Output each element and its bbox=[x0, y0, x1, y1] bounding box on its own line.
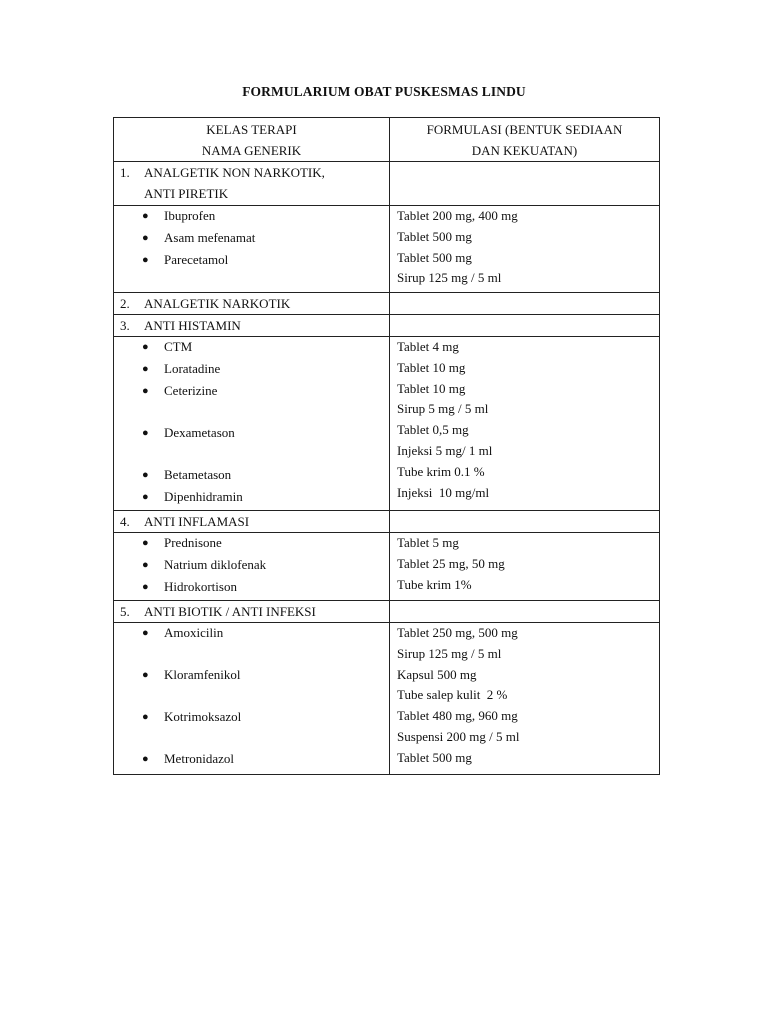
bullet-icon: ● bbox=[142, 537, 149, 549]
class-cell bbox=[114, 601, 390, 623]
drug-name: Prednisone bbox=[164, 535, 222, 550]
drug-name: Metronidazol bbox=[164, 751, 235, 766]
drug-item bbox=[114, 465, 389, 485]
drug-group-row bbox=[114, 533, 660, 601]
drug-item bbox=[114, 555, 389, 575]
formulation-item: Tablet 0,5 mg bbox=[397, 422, 469, 438]
drug-list bbox=[114, 206, 389, 292]
class-number: 1. bbox=[120, 165, 130, 180]
bullet-icon: ● bbox=[142, 491, 149, 503]
bullet-icon: ● bbox=[142, 232, 149, 244]
drug-list-cell bbox=[114, 533, 390, 601]
drug-name: Ibuprofen bbox=[164, 208, 216, 223]
drug-group-row bbox=[114, 337, 660, 511]
class-number: 2. bbox=[120, 296, 130, 311]
header-nama-generik: NAMA GENERIK bbox=[201, 143, 302, 158]
bullet-icon: ● bbox=[142, 363, 149, 375]
class-cell bbox=[114, 511, 390, 533]
bullet-icon: ● bbox=[142, 669, 149, 681]
formulary-table bbox=[113, 117, 660, 775]
drug-name: Kloramfenikol bbox=[164, 667, 241, 682]
formulation-item: Tablet 4 mg bbox=[397, 339, 459, 354]
formulation-item: Tablet 10 mg bbox=[397, 380, 466, 396]
drug-name: Parecetamol bbox=[164, 252, 229, 267]
class-cell bbox=[114, 315, 390, 337]
drug-name: Hidrokortison bbox=[164, 579, 237, 594]
class-row bbox=[114, 601, 660, 623]
empty-cell bbox=[390, 511, 660, 533]
formulation-item: Tablet 480 mg, 960 mg bbox=[397, 708, 518, 724]
formulation-item: Injeksi 10 mg/ml bbox=[397, 484, 490, 500]
class-number: 4. bbox=[120, 514, 130, 529]
bullet-icon: ● bbox=[142, 753, 149, 765]
class-number: 5. bbox=[120, 604, 130, 619]
formulation-list bbox=[390, 533, 660, 601]
drug-name: Betametason bbox=[164, 467, 232, 482]
empty-cell bbox=[390, 293, 660, 315]
drug-item bbox=[114, 359, 389, 379]
drug-name: Loratadine bbox=[164, 361, 221, 376]
formulation-item: Tablet 250 mg, 500 mg bbox=[397, 625, 518, 640]
drug-name: Ceterizine bbox=[164, 383, 218, 398]
formulation-item: Sirup 5 mg / 5 ml bbox=[397, 401, 489, 417]
class-name: ANTI BIOTIK / ANTI INFEKSI bbox=[144, 604, 316, 619]
bullet-icon: ● bbox=[142, 210, 149, 222]
drug-list-cell bbox=[114, 206, 390, 293]
formulation-item: Tube krim 0.1 % bbox=[397, 463, 485, 479]
formulation-item: Tablet 25 mg, 50 mg bbox=[397, 555, 505, 571]
header-cell-class bbox=[114, 118, 390, 162]
formulation-item: Tablet 500 mg bbox=[397, 228, 472, 244]
formulation-item: Tube salep kulit 2 % bbox=[397, 687, 508, 703]
bullet-icon: ● bbox=[142, 254, 149, 266]
bullet-icon: ● bbox=[142, 711, 149, 723]
header-formulasi-2: DAN KEKUATAN) bbox=[471, 143, 578, 158]
drug-list bbox=[114, 533, 389, 600]
bullet-icon: ● bbox=[142, 559, 149, 571]
bullet-icon: ● bbox=[142, 385, 149, 397]
header-cell-formulation bbox=[390, 118, 660, 162]
bullet-icon: ● bbox=[142, 427, 149, 439]
drug-item bbox=[114, 487, 389, 507]
bullet-icon: ● bbox=[142, 341, 149, 353]
drug-item bbox=[114, 250, 389, 270]
drug-name: CTM bbox=[164, 339, 193, 354]
drug-item bbox=[114, 749, 389, 769]
drug-name: Natrium diklofenak bbox=[164, 557, 267, 572]
formulation-item: Tablet 10 mg bbox=[397, 359, 466, 375]
formulation-item: Tablet 200 mg, 400 mg bbox=[397, 208, 518, 223]
drug-name: Kotrimoksazol bbox=[164, 709, 242, 724]
drug-list-cell bbox=[114, 623, 390, 775]
drug-list bbox=[114, 623, 389, 774]
empty-cell bbox=[390, 315, 660, 337]
drug-name: Dexametason bbox=[164, 425, 235, 440]
formulation-item: Sirup 125 mg / 5 ml bbox=[397, 645, 502, 661]
drug-item bbox=[114, 577, 389, 597]
class-name: ANTI INFLAMASI bbox=[144, 514, 250, 529]
drug-item bbox=[114, 423, 389, 443]
class-cell bbox=[114, 162, 390, 206]
formulation-item: Injeksi 5 mg/ 1 ml bbox=[397, 442, 493, 458]
formulation-item: Tablet 5 mg bbox=[397, 535, 459, 550]
drug-item bbox=[114, 228, 389, 248]
class-row bbox=[114, 162, 660, 206]
formulation-item: Tablet 500 mg bbox=[397, 249, 472, 265]
formulation-item: Sirup 125 mg / 5 ml bbox=[397, 270, 502, 286]
table-header-row bbox=[114, 118, 660, 162]
drug-item bbox=[114, 533, 389, 553]
drug-group-row bbox=[114, 623, 660, 775]
drug-name: Dipenhidramin bbox=[164, 489, 243, 504]
formulation-item: Tablet 500 mg bbox=[397, 749, 472, 765]
class-name: ANALGETIK NARKOTIK bbox=[144, 296, 291, 311]
class-name-line2: ANTI PIRETIK bbox=[144, 186, 229, 201]
drug-item bbox=[114, 665, 389, 685]
bullet-icon: ● bbox=[142, 627, 149, 639]
formulation-item: Tube krim 1% bbox=[397, 576, 472, 592]
formulation-list bbox=[390, 206, 660, 293]
class-row bbox=[114, 511, 660, 533]
document-title: FORMULARIUM OBAT PUSKESMAS LINDU bbox=[242, 84, 526, 99]
class-number: 3. bbox=[120, 318, 130, 333]
empty-cell bbox=[390, 162, 660, 206]
drug-item bbox=[114, 206, 389, 226]
class-cell bbox=[114, 293, 390, 315]
header-kelas-terapi: KELAS TERAPI bbox=[206, 122, 297, 137]
drug-list bbox=[114, 337, 389, 510]
formulation-list bbox=[390, 623, 660, 775]
drug-item bbox=[114, 707, 389, 727]
class-name: ANTI HISTAMIN bbox=[144, 318, 241, 333]
drug-item bbox=[114, 623, 389, 643]
drug-list-cell bbox=[114, 337, 390, 511]
bullet-icon: ● bbox=[142, 581, 149, 593]
drug-name: Asam mefenamat bbox=[164, 230, 256, 245]
drug-item bbox=[114, 381, 389, 401]
drug-item bbox=[114, 337, 389, 357]
class-row bbox=[114, 293, 660, 315]
class-row bbox=[114, 315, 660, 337]
drug-group-row bbox=[114, 206, 660, 293]
empty-cell bbox=[390, 601, 660, 623]
header-formulasi-1: FORMULASI (BENTUK SEDIAAN bbox=[426, 122, 623, 137]
formulation-list bbox=[390, 337, 660, 511]
formulation-item: Kapsul 500 mg bbox=[397, 666, 477, 682]
bullet-icon: ● bbox=[142, 469, 149, 481]
formulation-item: Suspensi 200 mg / 5 ml bbox=[397, 728, 520, 744]
class-name: ANALGETIK NON NARKOTIK, bbox=[144, 165, 325, 180]
drug-name: Amoxicilin bbox=[164, 625, 224, 640]
